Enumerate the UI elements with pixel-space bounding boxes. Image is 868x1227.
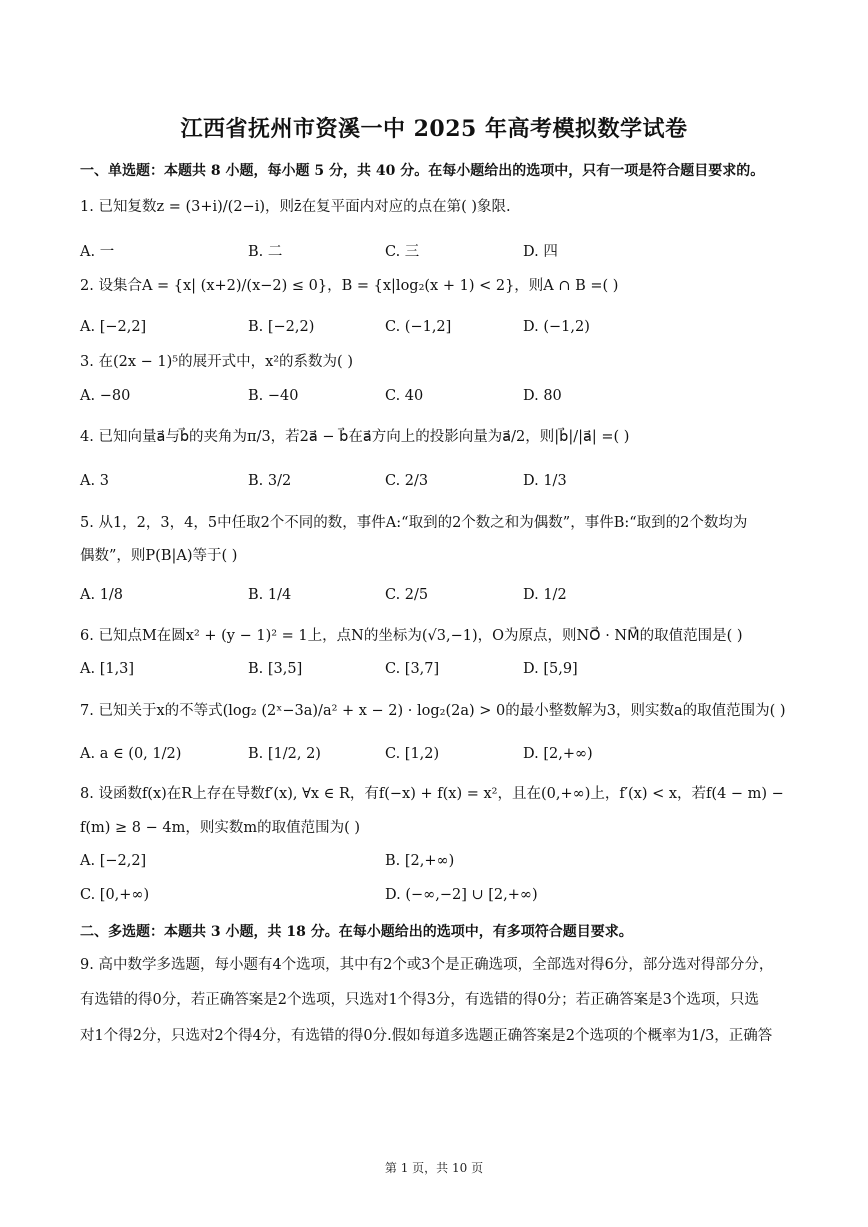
option-a: A. 1/8 <box>80 587 124 603</box>
question-2-stem: 2. 设集合A = {x| (x+2)/(x−2) ≤ 0}，B = {x|log₂(x + 1) < 2}，则A ∩ B =( ) <box>80 278 619 294</box>
question-4-options <box>80 473 800 503</box>
question-3-stem: 3. 在(2x − 1)⁵的展开式中，x²的系数为( ) <box>80 354 353 370</box>
option-c: C. (−1,2] <box>385 319 452 335</box>
question-3-options <box>80 388 800 418</box>
question-9-line-1: 9. 高中数学多选题，每小题有4个选项，其中有2个或3个是正确选项，全部选对得6分，部分选对得部分分， <box>80 957 774 973</box>
page-title: 江西省抚州市资溪一中 2025 年高考模拟数学试卷 <box>180 116 688 142</box>
question-6-stem: 6. 已知点M在圆x² + (y − 1)² = 1上，点N的坐标为(√3,−1)，O为原点，则NO⃗ · NM⃗的取值范围是( ) <box>80 628 743 644</box>
option-b: B. [3,5] <box>248 661 303 677</box>
option-c: C. [0,+∞) <box>80 887 150 903</box>
question-5-stem: 5. 从1，2，3，4，5中任取2个不同的数，事件A:“取到的2个数之和为偶数”，事件B:“取到的2个数均为 <box>80 515 748 531</box>
option-b: B. [2,+∞) <box>385 853 455 869</box>
question-1-options <box>80 240 800 270</box>
question-2-options <box>80 319 800 349</box>
option-d: D. [5,9] <box>523 661 578 677</box>
question-9-line-3: 对1个得2分，只选对2个得4分，有选错的得0分.假如每道多选题正确答案是2个选项的个概率为1/3，正确答 <box>80 1028 773 1044</box>
question-8-stem-continued: f(m) ≥ 8 − 4m，则实数m的取值范围为( ) <box>80 820 361 836</box>
option-c: C. 2/3 <box>385 473 429 489</box>
question-8-options-row-1 <box>80 853 800 883</box>
option-a: A. [−2,2] <box>80 319 147 335</box>
option-d: D. 1/2 <box>523 587 567 603</box>
section-heading-multi-choice: 二、多选题：本题共 3 小题，共 18 分。在每小题给出的选项中，有多项符合题目要求。 <box>80 924 633 940</box>
option-d: D. 1/3 <box>523 473 567 489</box>
question-7-options <box>80 746 800 776</box>
option-a: A. −80 <box>80 388 131 404</box>
option-b: B. [1/2, 2) <box>248 746 321 762</box>
option-d: D. 80 <box>523 388 562 404</box>
option-d: D. (−1,2) <box>523 319 590 335</box>
option-a: A. [1,3] <box>80 661 135 677</box>
option-d: D. (−∞,−2] ∪ [2,+∞) <box>385 887 538 903</box>
question-6-options <box>80 661 800 691</box>
option-a: A. [−2,2] <box>80 853 147 869</box>
option-c: C. 三 <box>385 244 420 260</box>
question-5-stem-continued: 偶数”，则P(B|A)等于( ) <box>80 548 238 564</box>
option-b: B. 二 <box>248 244 283 260</box>
option-b: B. 1/4 <box>248 587 292 603</box>
question-5-options <box>80 587 800 617</box>
question-9-line-2: 有选错的得0分，若正确答案是2个选项，只选对1个得3分，有选错的得0分；若正确答案是3个选项，只选 <box>80 992 759 1008</box>
option-c: C. 2/5 <box>385 587 429 603</box>
page-footer: 第 1 页，共 10 页 <box>384 1161 484 1175</box>
option-a: A. a ∈ (0, 1/2) <box>80 746 182 762</box>
question-7-stem: 7. 已知关于x的不等式(log₂ (2ˣ−3a)/a² + x − 2) · log₂(2a) > 0的最小整数解为3，则实数a的取值范围为( ) <box>80 703 786 719</box>
option-b: B. [−2,2) <box>248 319 315 335</box>
option-c: C. [1,2) <box>385 746 440 762</box>
question-4-stem: 4. 已知向量a⃗与b⃗的夹角为π/3，若2a⃗ − b⃗在a⃗方向上的投影向量为a⃗/2，则|b⃗|/|a⃗| =( ) <box>80 429 630 445</box>
option-c: C. 40 <box>385 388 424 404</box>
option-a: A. 3 <box>80 473 109 489</box>
option-b: B. 3/2 <box>248 473 292 489</box>
option-a: A. 一 <box>80 244 115 260</box>
option-c: C. [3,7] <box>385 661 440 677</box>
option-d: D. 四 <box>523 244 558 260</box>
question-8-options-row-2 <box>80 887 800 917</box>
option-d: D. [2,+∞) <box>523 746 593 762</box>
option-b: B. −40 <box>248 388 299 404</box>
question-8-stem: 8. 设函数f(x)在R上存在导数f′(x), ∀x ∈ R，有f(−x) + f(x) = x²，且在(0,+∞)上，f′(x) < x，若f(4 − m) − <box>80 786 784 802</box>
section-heading-single-choice: 一、单选题：本题共 8 小题，每小题 5 分，共 40 分。在每小题给出的选项中，只有一项是符合题目要求的。 <box>80 163 765 179</box>
question-1-stem: 1. 已知复数z = (3+i)/(2−i)，则z̄在复平面内对应的点在第( )象限. <box>80 199 511 215</box>
